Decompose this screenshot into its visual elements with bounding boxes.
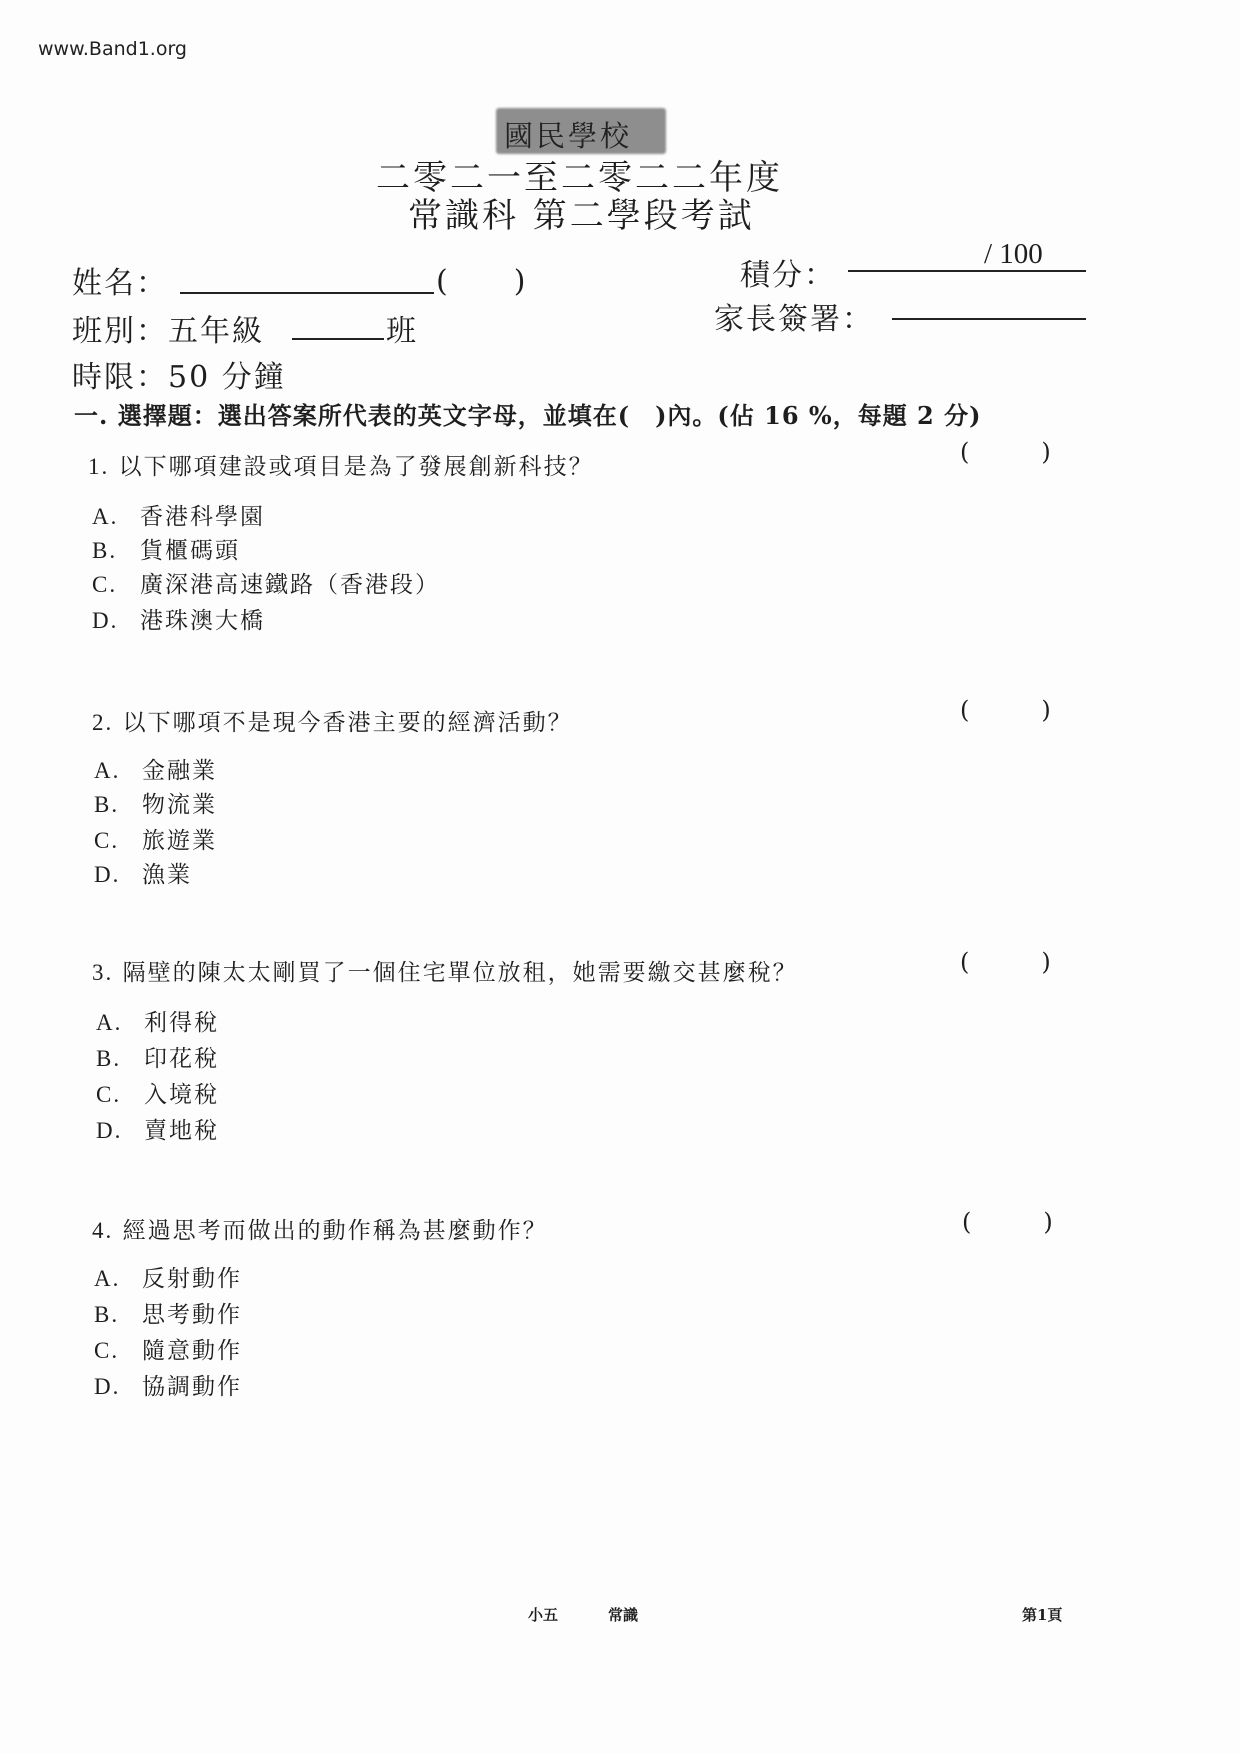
answer-box-1[interactable]: ( ) [960, 438, 1051, 466]
question-text: 以下哪項不是現今香港主要的經濟活動？ [122, 710, 573, 736]
exam-title-year: 二零二一至二零二二年度 [376, 158, 783, 198]
answer-box-2[interactable]: ( ) [960, 696, 1051, 724]
question-4 [92, 1212, 548, 1245]
class-number-box[interactable]: ( ) [436, 264, 528, 299]
class-suffix: 班 [386, 314, 418, 349]
exam-title-subject: 常識科 第二學段考試 [408, 196, 755, 236]
option-4d: D. 協調動作 [94, 1374, 242, 1400]
score-label: 積分： [740, 258, 836, 293]
option-3b: B. 印花稅 [96, 1046, 219, 1072]
option-3c: C. 入境稅 [96, 1082, 219, 1108]
option-3a: A. 利得稅 [96, 1010, 219, 1036]
option-2c: C. 旅遊業 [94, 828, 217, 854]
question-1 [88, 448, 594, 481]
question-3 [92, 954, 798, 987]
watermark: www.Band1.org [38, 38, 187, 60]
score-field[interactable] [848, 270, 1086, 272]
option-1c: C. 廣深港高速鐵路（香港段） [92, 572, 440, 598]
option-1b: B. 貨櫃碼頭 [92, 538, 240, 564]
option-4b: B. 思考動作 [94, 1302, 242, 1328]
name-label: 姓名： [72, 266, 168, 301]
footer-grade: 小五 [528, 1606, 559, 1624]
school-name: 國民學校 [504, 119, 633, 153]
parent-signature-label: 家長簽署： [714, 302, 874, 337]
name-field[interactable] [180, 292, 434, 294]
time-limit: 時限：50 分鐘 [72, 360, 286, 395]
parent-signature-field[interactable] [892, 318, 1086, 320]
footer-page-number: 第1頁 [1022, 1606, 1063, 1624]
option-2d: D. 漁業 [94, 862, 192, 888]
score-total: / 100 [984, 238, 1043, 270]
answer-box-4[interactable]: ( ) [962, 1208, 1053, 1236]
question-number: 4. [92, 1218, 114, 1243]
option-2a: A. 金融業 [94, 758, 217, 784]
option-1d: D. 港珠澳大橋 [92, 608, 265, 634]
class-field[interactable] [292, 338, 384, 340]
option-4c: C. 隨意動作 [94, 1338, 242, 1364]
option-2b: B. 物流業 [94, 792, 217, 818]
class-label: 班別：五年級 [72, 314, 264, 349]
question-number: 2. [92, 710, 114, 735]
question-text: 經過思考而做出的動作稱為甚麼動作？ [122, 1218, 548, 1244]
option-1a: A. 香港科學園 [92, 504, 265, 530]
question-text: 隔壁的陳太太剛買了一個住宅單位放租，她需要繳交甚麼稅？ [122, 960, 798, 986]
question-number: 3. [92, 960, 114, 985]
question-number: 1. [88, 454, 110, 479]
question-2 [92, 704, 573, 737]
answer-box-3[interactable]: ( ) [960, 948, 1051, 976]
option-3d: D. 賣地稅 [96, 1118, 219, 1144]
question-text: 以下哪項建設或項目是為了發展創新科技？ [118, 454, 594, 480]
section-title: 一. 選擇題：選出答案所代表的英文字母，並填在( )內。(佔 16 %，每題 2 分) [74, 401, 982, 430]
option-4a: A. 反射動作 [94, 1266, 242, 1292]
footer-subject: 常識 [608, 1606, 639, 1624]
